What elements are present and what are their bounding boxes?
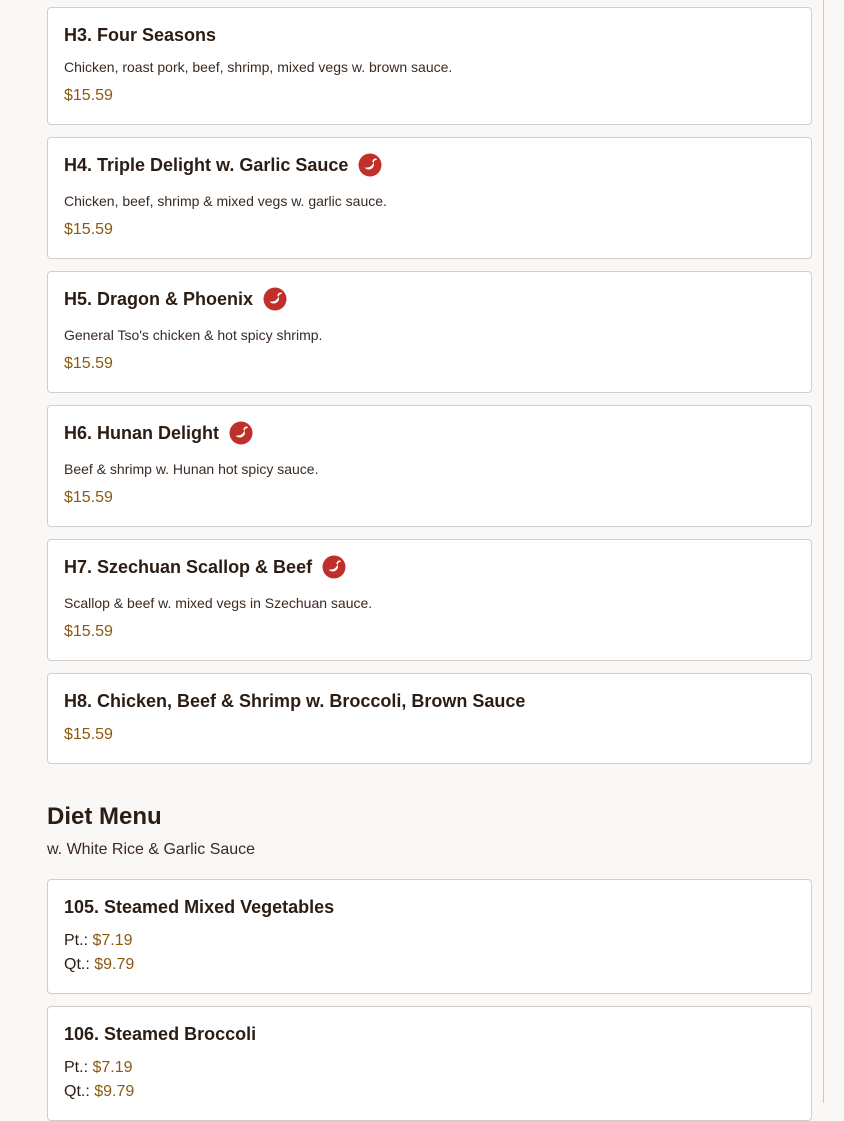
- chili-pepper-icon: [263, 287, 287, 311]
- menu-item-title: H7. Szechuan Scallop & Beef: [64, 553, 346, 581]
- menu-item-card[interactable]: [47, 271, 812, 393]
- quart-price-row: [64, 956, 134, 974]
- chili-pepper-icon: [229, 421, 253, 445]
- menu-item-card[interactable]: [47, 673, 812, 764]
- pint-price-row: [64, 1059, 133, 1077]
- menu-item-title: H8. Chicken, Beef & Shrimp w. Broccoli, Brown Sauce: [64, 690, 526, 711]
- menu-item-card[interactable]: [47, 405, 812, 527]
- quart-price: $9.79: [94, 1083, 135, 1100]
- menu-item-description: Chicken, beef, shrimp & mixed vegs w. garlic sauce.: [64, 193, 387, 209]
- menu-item-price: $15.59: [64, 489, 113, 506]
- menu-item-card[interactable]: [47, 1006, 812, 1121]
- menu-item-title: H5. Dragon & Phoenix: [64, 285, 287, 313]
- quart-label: Qt.:: [64, 956, 90, 973]
- quart-price: $9.79: [94, 956, 135, 973]
- pint-label: Pt.:: [64, 932, 89, 949]
- menu-item-title: H6. Hunan Delight: [64, 419, 253, 447]
- menu-item-card[interactable]: [47, 7, 812, 125]
- menu-item-price: $15.59: [64, 221, 113, 238]
- menu-item-description: Beef & shrimp w. Hunan hot spicy sauce.: [64, 461, 319, 477]
- pint-price: $7.19: [92, 1059, 133, 1076]
- chili-pepper-icon: [322, 555, 346, 579]
- menu-item-price: $15.59: [64, 87, 113, 104]
- pint-label: Pt.:: [64, 1059, 89, 1076]
- menu-item-card[interactable]: [47, 137, 812, 259]
- menu-item-card[interactable]: [47, 879, 812, 994]
- menu-item-price: $15.59: [64, 355, 113, 372]
- section-title: Diet Menu: [47, 803, 162, 830]
- menu-item-price: $15.59: [64, 623, 113, 640]
- menu-item-title: H3. Four Seasons: [64, 24, 217, 45]
- quart-label: Qt.:: [64, 1083, 90, 1100]
- quart-price-row: [64, 1083, 134, 1101]
- page-right-divider: [823, 0, 824, 1103]
- menu-item-title: H4. Triple Delight w. Garlic Sauce: [64, 151, 382, 179]
- menu-item-title: 105. Steamed Mixed Vegetables: [64, 896, 335, 917]
- menu-item-description: Chicken, roast pork, beef, shrimp, mixed vegs w. brown sauce.: [64, 59, 453, 75]
- pint-price-row: [64, 932, 133, 950]
- section-subtitle: w. White Rice & Garlic Sauce: [47, 841, 256, 858]
- menu-item-description: General Tso's chicken & hot spicy shrimp.: [64, 327, 323, 343]
- pint-price: $7.19: [92, 932, 133, 949]
- menu-item-price: $15.59: [64, 726, 113, 743]
- chili-pepper-icon: [358, 153, 382, 177]
- menu-item-card[interactable]: [47, 539, 812, 661]
- menu-item-description: Scallop & beef w. mixed vegs in Szechuan sauce.: [64, 595, 373, 611]
- menu-item-title: 106. Steamed Broccoli: [64, 1023, 257, 1044]
